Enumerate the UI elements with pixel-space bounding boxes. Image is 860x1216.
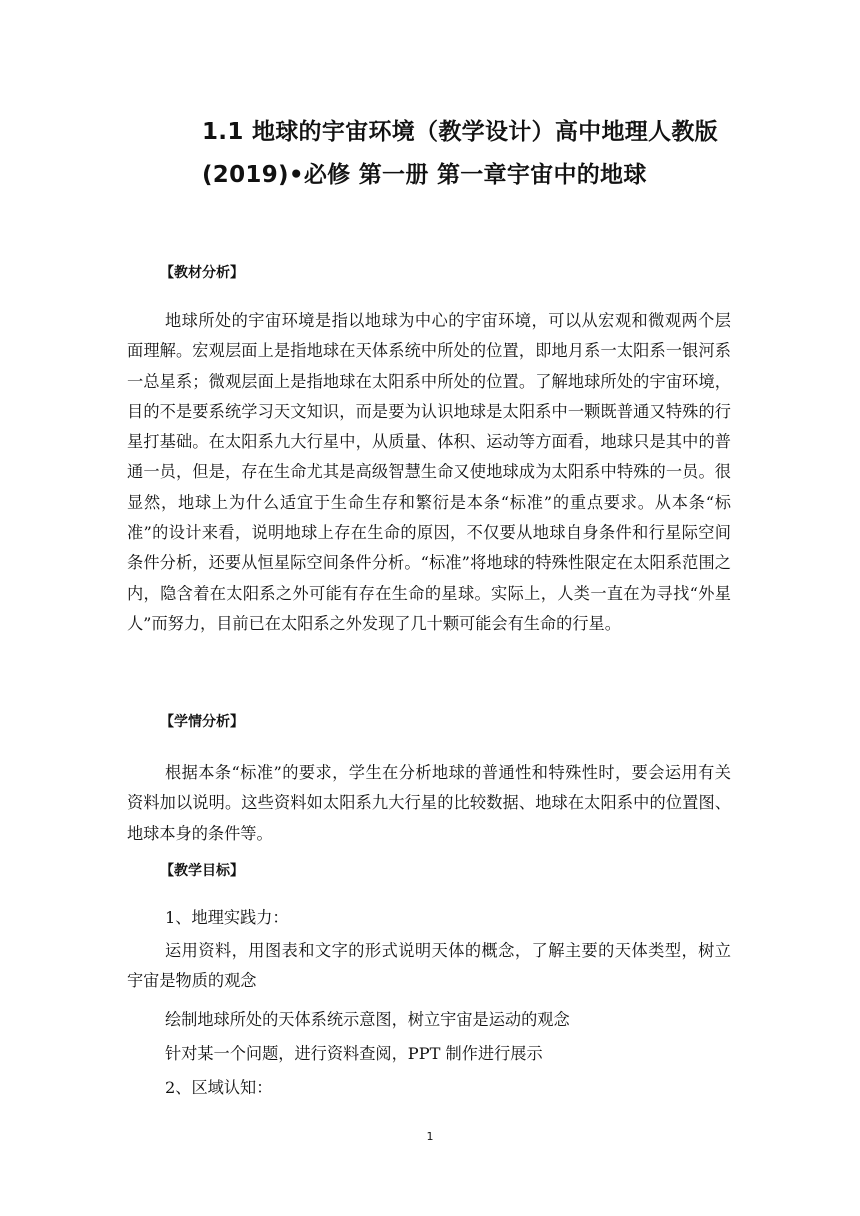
goal-item-2-title: 2、区域认知： (165, 1078, 273, 1097)
document-title-line-2: (2019)•必修 第一册 第一章宇宙中的地球 (202, 162, 647, 188)
goal-item-1-line-3: 针对某一个问题，进行资料查阅，PPT 制作进行展示 (165, 1044, 543, 1063)
goal-item-1-line-1: 运用资料，用图表和文字的形式说明天体的概念，了解主要的天体类型，树立宇宙是物质的观念 (127, 941, 731, 991)
goal-item-1-line-2: 绘制地球所处的天体系统示意图，树立宇宙是运动的观念 (165, 1010, 570, 1029)
page-number: 1 (426, 1130, 434, 1143)
goal-item-1-title: 1、地理实践力： (165, 908, 289, 927)
section-heading-teaching-goals: 【教学目标】 (160, 863, 244, 879)
section-heading-material-analysis: 【教材分析】 (160, 265, 244, 281)
learner-analysis-paragraph: 根据本条“标准”的要求，学生在分析地球的普通性和特殊性时，要会运用有关资料加以说明。这些资料如太阳系九大行星的比较数据、地球在太阳系中的位置图、地球本身的条件等。 (127, 763, 731, 843)
material-analysis-paragraph: 地球所处的宇宙环境是指以地球为中心的宇宙环境，可以从宏观和微观两个层面理解。宏观层面上是指地球在天体系统中所处的位置，即地月系一太阳系一银河系一总星系；微观层面上是指地球在太阳系中所处的位置。了解地球所处的宇宙环境，目的不是要系统学习天文知识，而是要为认识地球是太阳系中一颗既普通又特殊的行星打基础。在太阳系九大行星中，从质量、体积、运动等方面看，地球只是其中的普通一员，但是，存在生命尤其是高级智慧生命又使地球成为太阳系中特殊的一员。很显然，地球上为什么适宜于生命生存和繁衍是本条“标准”的重点要求。从本条“标准”的设计来看，说明地球上存在生命的原因，不仅要从地球自身条件和行星际空间条件分析，还要从恒星际空间条件分析。“标准”将地球的特殊性限定在太阳系范围之内，隐含着在太阳系之外可能有存在生命的星球。实际上，人类一直在为寻找“外星人”而努力，目前已在太阳系之外发现了几十颗可能会有生命的行星。 (127, 311, 731, 633)
section-heading-learner-analysis: 【学情分析】 (160, 714, 244, 730)
document-title-line-1: 1.1 地球的宇宙环境（教学设计）高中地理人教版 (202, 119, 718, 145)
